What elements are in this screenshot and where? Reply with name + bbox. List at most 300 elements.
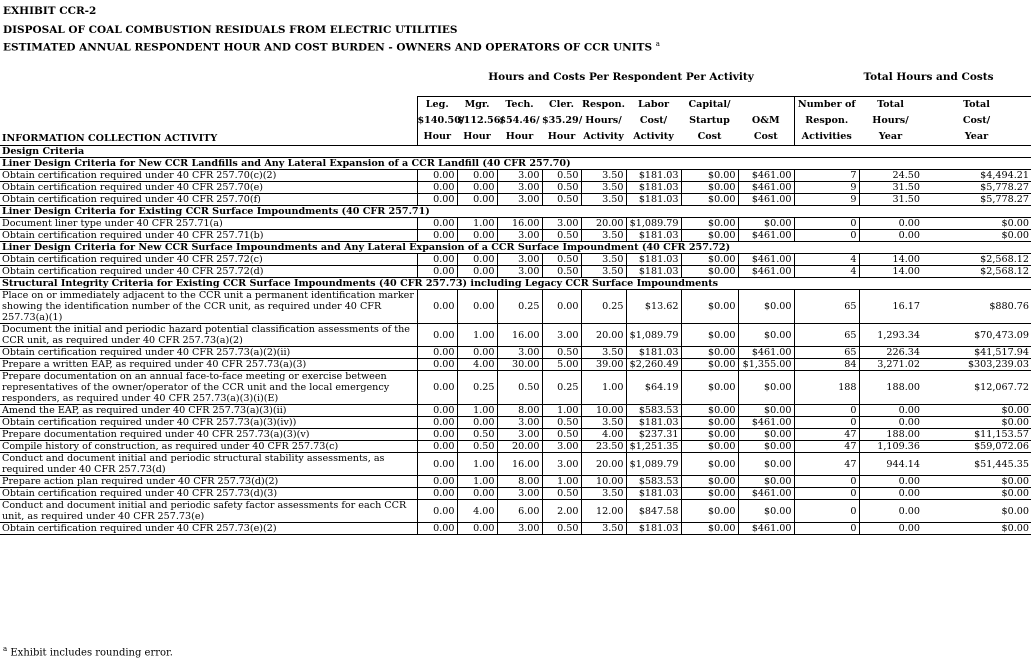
activity-label: Document liner type under 40 CFR 257.71(a) — [0, 218, 417, 230]
value-cell: 4.00 — [457, 500, 497, 523]
group-header-per-respondent: Hours and Costs Per Respondent Per Activity — [488, 71, 754, 83]
activity-label: Obtain certification required under 40 CFR 257.70(c)(2) — [0, 170, 417, 182]
value-cell: 0.50 — [542, 194, 581, 206]
value-cell: $0.00 — [681, 441, 738, 453]
value-cell: 0.00 — [457, 488, 497, 500]
activity-label: Conduct and document initial and periodic structural stability assessments, as required under 40 CFR 257.73(d) — [0, 453, 417, 476]
group-header-totals: Total Hours and Costs — [863, 71, 994, 83]
value-cell: $583.53 — [626, 405, 681, 417]
value-cell: 2.00 — [542, 500, 581, 523]
table-row — [0, 417, 1031, 429]
value-cell: 0.00 — [457, 170, 497, 182]
value-cell: 0.00 — [417, 405, 457, 417]
value-cell: 31.50 — [859, 182, 922, 194]
table-row — [0, 429, 1031, 441]
value-cell: 0.50 — [542, 523, 581, 535]
table-row — [0, 194, 1031, 206]
table-row — [0, 371, 1031, 405]
col-header: Total — [922, 97, 1031, 114]
value-cell: 0.50 — [457, 441, 497, 453]
value-cell: 0.00 — [457, 523, 497, 535]
activity-label: Conduct and document initial and periodic safety factor assessments for each CCR unit, as required under 40 CFR 257.73(e) — [0, 500, 417, 523]
value-cell: 1.00 — [542, 476, 581, 488]
value-cell: 188.00 — [859, 371, 922, 405]
value-cell: $70,473.09 — [922, 324, 1031, 347]
activity-label: Obtain certification required under 40 CFR 257.71(b) — [0, 230, 417, 242]
value-cell: 3.00 — [497, 230, 542, 242]
value-cell: 4.00 — [581, 429, 626, 441]
value-cell: $583.53 — [626, 476, 681, 488]
value-cell: 47 — [794, 429, 859, 441]
table-row — [0, 218, 1031, 230]
value-cell: 3,271.02 — [859, 359, 922, 371]
value-cell: $0.00 — [681, 488, 738, 500]
value-cell: $181.03 — [626, 254, 681, 266]
value-cell: 20.00 — [581, 453, 626, 476]
value-cell: 0.00 — [417, 371, 457, 405]
value-cell: 65 — [794, 290, 859, 324]
value-cell: $0.00 — [922, 230, 1031, 242]
value-cell: $461.00 — [738, 182, 794, 194]
table-row — [0, 266, 1031, 278]
section-title: Liner Design Criteria for New CCR Landfills and Any Lateral Expansion of a CCR Landfill (40 CFR 257.70) — [0, 158, 1031, 170]
value-cell: 3.50 — [581, 182, 626, 194]
value-cell: 1.00 — [457, 453, 497, 476]
table-row — [0, 170, 1031, 182]
value-cell: 0 — [794, 417, 859, 429]
col-header: Hour — [417, 129, 457, 146]
value-cell: 0.00 — [859, 500, 922, 523]
value-cell: 1.00 — [581, 371, 626, 405]
table-row — [0, 441, 1031, 453]
value-cell: $461.00 — [738, 230, 794, 242]
value-cell: 3.00 — [497, 417, 542, 429]
value-cell: 3.50 — [581, 347, 626, 359]
col-header: Cler. — [542, 97, 581, 114]
activity-label: Prepare a written EAP, as required under 40 CFR 257.73(a)(3) — [0, 359, 417, 371]
section-title: Design Criteria — [0, 146, 1031, 158]
value-cell: $0.00 — [681, 347, 738, 359]
value-cell: 0.00 — [859, 476, 922, 488]
value-cell: 84 — [794, 359, 859, 371]
value-cell: $0.00 — [681, 371, 738, 405]
value-cell: 16.17 — [859, 290, 922, 324]
value-cell: 47 — [794, 441, 859, 453]
burden-table — [0, 96, 1031, 535]
value-cell: 0.50 — [542, 417, 581, 429]
value-cell: 3.50 — [581, 417, 626, 429]
value-cell: $0.00 — [681, 453, 738, 476]
value-cell: 0.00 — [859, 523, 922, 535]
table-row — [0, 290, 1031, 324]
value-cell: $461.00 — [738, 266, 794, 278]
value-cell: 3.50 — [581, 254, 626, 266]
value-cell: $0.00 — [922, 500, 1031, 523]
value-cell: 0.00 — [457, 417, 497, 429]
value-cell: $13.62 — [626, 290, 681, 324]
value-cell: 31.50 — [859, 194, 922, 206]
value-cell: $303,239.03 — [922, 359, 1031, 371]
value-cell: 0.00 — [457, 347, 497, 359]
value-cell: $0.00 — [738, 324, 794, 347]
table-body — [0, 146, 1031, 535]
value-cell: $5,778.27 — [922, 194, 1031, 206]
value-cell: 20.00 — [497, 441, 542, 453]
value-cell: 24.50 — [859, 170, 922, 182]
exhibit-title: DISPOSAL OF COAL COMBUSTION RESIDUALS FROM ELECTRIC UTILITIES — [3, 24, 458, 36]
value-cell: 0.00 — [457, 230, 497, 242]
value-cell: $1,251.35 — [626, 441, 681, 453]
col-header: Tech. — [497, 97, 542, 114]
value-cell: 0.00 — [417, 476, 457, 488]
table-row — [0, 182, 1031, 194]
value-cell: 5.00 — [542, 359, 581, 371]
value-cell: $2,568.12 — [922, 266, 1031, 278]
col-header: Activities — [794, 129, 859, 146]
value-cell: $0.00 — [738, 405, 794, 417]
value-cell: 0.00 — [859, 488, 922, 500]
value-cell: $51,445.35 — [922, 453, 1031, 476]
value-cell: 3.00 — [497, 254, 542, 266]
value-cell: $0.00 — [681, 500, 738, 523]
section-row — [0, 158, 1031, 170]
value-cell: 16.00 — [497, 218, 542, 230]
value-cell: 1.00 — [457, 218, 497, 230]
value-cell: 3.50 — [581, 230, 626, 242]
activity-label: Obtain certification required under 40 CFR 257.70(e) — [0, 182, 417, 194]
value-cell: $0.00 — [681, 476, 738, 488]
table-row — [0, 500, 1031, 523]
col-header: Mgr. — [457, 97, 497, 114]
value-cell: 0.00 — [417, 170, 457, 182]
value-cell: 3.00 — [497, 488, 542, 500]
value-cell: 3.00 — [497, 182, 542, 194]
value-cell: 0.00 — [417, 359, 457, 371]
value-cell: $0.00 — [738, 453, 794, 476]
activity-label: Document the initial and periodic hazard potential classification assessments of the CCR unit, as required under 40 CFR 257.73(a)(2) — [0, 324, 417, 347]
value-cell: $0.00 — [681, 324, 738, 347]
section-title: Liner Design Criteria for Existing CCR Surface Impoundments (40 CFR 257.71) — [0, 206, 1031, 218]
value-cell: 0.00 — [457, 290, 497, 324]
col-header: Number of — [794, 97, 859, 114]
value-cell: 0.00 — [542, 290, 581, 324]
value-cell: 14.00 — [859, 254, 922, 266]
col-header: Respon. — [805, 115, 849, 126]
value-cell: 0.00 — [859, 218, 922, 230]
activity-label: Prepare documentation required under 40 CFR 257.73(a)(3)(v) — [0, 429, 417, 441]
section-row — [0, 278, 1031, 290]
value-cell: $181.03 — [626, 417, 681, 429]
value-cell: $0.00 — [738, 371, 794, 405]
value-cell: 0.00 — [417, 290, 457, 324]
exhibit-label: EXHIBIT CCR-2 — [3, 5, 97, 17]
value-cell: 23.50 — [581, 441, 626, 453]
value-cell: 65 — [794, 347, 859, 359]
value-cell: $181.03 — [626, 266, 681, 278]
value-cell: 226.34 — [859, 347, 922, 359]
value-cell: $0.00 — [738, 476, 794, 488]
value-cell: 9 — [794, 182, 859, 194]
value-cell: $59,072.06 — [922, 441, 1031, 453]
col-header: Cost/ — [639, 115, 668, 126]
col-header: Hour — [497, 129, 542, 146]
value-cell: $880.76 — [922, 290, 1031, 324]
col-header: Respon. — [581, 97, 626, 114]
value-cell: 0 — [794, 500, 859, 523]
table-row — [0, 405, 1031, 417]
footnote-mark: a — [655, 40, 660, 48]
col-header: Cost — [738, 129, 794, 146]
value-cell: 6.00 — [497, 500, 542, 523]
value-cell: 10.00 — [581, 405, 626, 417]
value-cell: 0.50 — [542, 254, 581, 266]
value-cell: 3.00 — [542, 453, 581, 476]
col-header: $54.46/ — [499, 115, 540, 126]
activity-label: Obtain certification required under 40 CFR 257.73(d)(3) — [0, 488, 417, 500]
value-cell: 0.00 — [417, 429, 457, 441]
value-cell: $11,153.57 — [922, 429, 1031, 441]
value-cell: 188.00 — [859, 429, 922, 441]
value-cell: $0.00 — [922, 476, 1031, 488]
value-cell: $1,355.00 — [738, 359, 794, 371]
value-cell: $0.00 — [922, 218, 1031, 230]
value-cell: 4 — [794, 266, 859, 278]
col-header: Leg. — [417, 97, 457, 114]
value-cell: $181.03 — [626, 230, 681, 242]
value-cell: $4,494.21 — [922, 170, 1031, 182]
value-cell: $461.00 — [738, 417, 794, 429]
value-cell: $0.00 — [738, 441, 794, 453]
value-cell: 0.00 — [417, 230, 457, 242]
value-cell: $1,089.79 — [626, 453, 681, 476]
value-cell: 1,293.34 — [859, 324, 922, 347]
value-cell: 0.00 — [417, 417, 457, 429]
value-cell: 0.00 — [417, 182, 457, 194]
activity-label: Obtain certification required under 40 CFR 257.72(d) — [0, 266, 417, 278]
value-cell: 3.50 — [581, 523, 626, 535]
value-cell: 4.00 — [457, 359, 497, 371]
table-row — [0, 230, 1031, 242]
value-cell: 3.50 — [581, 266, 626, 278]
value-cell: $237.31 — [626, 429, 681, 441]
col-header: Startup — [689, 115, 730, 126]
value-cell: 10.00 — [581, 476, 626, 488]
table-row — [0, 476, 1031, 488]
value-cell: 0.00 — [417, 441, 457, 453]
value-cell: 0.25 — [457, 371, 497, 405]
value-cell: 188 — [794, 371, 859, 405]
value-cell: $181.03 — [626, 488, 681, 500]
value-cell: $0.00 — [738, 500, 794, 523]
section-title: Structural Integrity Criteria for Existing CCR Surface Impoundments (40 CFR 257.73) including Legacy CCR Surface Impoundments — [0, 278, 1031, 290]
value-cell: 0.50 — [457, 429, 497, 441]
activity-column-header: INFORMATION COLLECTION ACTIVITY — [0, 97, 417, 146]
col-header: Activity — [581, 129, 626, 146]
value-cell: 0.00 — [417, 218, 457, 230]
value-cell: $0.00 — [922, 488, 1031, 500]
value-cell: $0.00 — [922, 523, 1031, 535]
col-header: Capital/ — [681, 97, 738, 114]
col-header: O&M — [738, 113, 794, 129]
value-cell: $12,067.72 — [922, 371, 1031, 405]
value-cell: 0.50 — [542, 182, 581, 194]
value-cell: 0.00 — [417, 194, 457, 206]
value-cell: 0.00 — [417, 500, 457, 523]
value-cell: $0.00 — [681, 218, 738, 230]
value-cell: $2,568.12 — [922, 254, 1031, 266]
value-cell: 8.00 — [497, 476, 542, 488]
value-cell: $0.00 — [681, 182, 738, 194]
value-cell: 0.00 — [417, 254, 457, 266]
value-cell: 0.00 — [417, 523, 457, 535]
activity-label: Compile history of construction, as required under 40 CFR 257.73(c) — [0, 441, 417, 453]
table-row — [0, 324, 1031, 347]
section-row — [0, 206, 1031, 218]
value-cell: $181.03 — [626, 170, 681, 182]
value-cell: $2,260.49 — [626, 359, 681, 371]
activity-label: Obtain certification required under 40 CFR 257.73(a)(3)(iv)) — [0, 417, 417, 429]
value-cell: 3.00 — [542, 324, 581, 347]
value-cell: 3.00 — [497, 429, 542, 441]
value-cell: $461.00 — [738, 170, 794, 182]
value-cell: 0.00 — [457, 266, 497, 278]
col-header: $140.50/ — [417, 113, 457, 129]
value-cell: $461.00 — [738, 347, 794, 359]
value-cell: $1,089.79 — [626, 218, 681, 230]
value-cell: $5,778.27 — [922, 182, 1031, 194]
value-cell: 0.00 — [457, 254, 497, 266]
value-cell: 14.00 — [859, 266, 922, 278]
value-cell: 0 — [794, 405, 859, 417]
value-cell: $0.00 — [681, 254, 738, 266]
value-cell: 0.50 — [497, 371, 542, 405]
col-header: Year — [859, 129, 922, 146]
value-cell: $0.00 — [681, 417, 738, 429]
value-cell: $181.03 — [626, 194, 681, 206]
value-cell: 0.50 — [542, 488, 581, 500]
value-cell: $0.00 — [681, 523, 738, 535]
value-cell: 3.50 — [581, 488, 626, 500]
value-cell: 0 — [794, 488, 859, 500]
value-cell: $41,517.94 — [922, 347, 1031, 359]
value-cell: 3.00 — [542, 441, 581, 453]
value-cell: $64.19 — [626, 371, 681, 405]
value-cell: 0.00 — [859, 230, 922, 242]
value-cell: $0.00 — [922, 405, 1031, 417]
col-header: $35.29/ — [542, 115, 583, 126]
value-cell: 3.00 — [542, 218, 581, 230]
value-cell: $181.03 — [626, 523, 681, 535]
activity-label: Obtain certification required under 40 CFR 257.70(f) — [0, 194, 417, 206]
value-cell: 3.50 — [581, 194, 626, 206]
table-row — [0, 359, 1031, 371]
col-header: Activity — [626, 129, 681, 146]
value-cell: $0.00 — [738, 290, 794, 324]
value-cell: $0.00 — [738, 218, 794, 230]
value-cell: $461.00 — [738, 488, 794, 500]
value-cell: 65 — [794, 324, 859, 347]
value-cell: 0 — [794, 523, 859, 535]
value-cell: 9 — [794, 194, 859, 206]
value-cell: 944.14 — [859, 453, 922, 476]
footnote — [3, 645, 173, 658]
value-cell: $0.00 — [681, 290, 738, 324]
value-cell: 0.00 — [417, 488, 457, 500]
value-cell: 0 — [794, 218, 859, 230]
section-row — [0, 242, 1031, 254]
value-cell: 1.00 — [457, 324, 497, 347]
table-row — [0, 254, 1031, 266]
value-cell: $0.00 — [681, 405, 738, 417]
activity-label: Obtain certification required under 40 CFR 257.73(a)(2)(ii) — [0, 347, 417, 359]
value-cell: $461.00 — [738, 523, 794, 535]
exhibit-subtitle — [3, 40, 660, 54]
col-header: Labor — [626, 97, 681, 114]
col-header: Hours/ — [585, 115, 622, 126]
value-cell: $0.00 — [922, 417, 1031, 429]
value-cell: 3.00 — [497, 170, 542, 182]
value-cell: $0.00 — [681, 359, 738, 371]
value-cell: 39.00 — [581, 359, 626, 371]
value-cell: 1.00 — [542, 405, 581, 417]
value-cell: 16.00 — [497, 453, 542, 476]
value-cell: 0.25 — [497, 290, 542, 324]
value-cell: 1,109.36 — [859, 441, 922, 453]
col-header — [738, 97, 794, 114]
value-cell: $0.00 — [681, 429, 738, 441]
value-cell: 30.00 — [497, 359, 542, 371]
col-header: Cost — [681, 129, 738, 146]
value-cell: 16.00 — [497, 324, 542, 347]
value-cell: 3.00 — [497, 266, 542, 278]
value-cell: 8.00 — [497, 405, 542, 417]
footnote-mark: a — [3, 645, 8, 653]
value-cell: $1,089.79 — [626, 324, 681, 347]
value-cell: 0.00 — [457, 194, 497, 206]
value-cell: 0.50 — [542, 170, 581, 182]
value-cell: $0.00 — [681, 266, 738, 278]
value-cell: 0.50 — [542, 230, 581, 242]
table-row — [0, 347, 1031, 359]
value-cell: 0 — [794, 230, 859, 242]
col-header: Total — [859, 97, 922, 114]
value-cell: 0.50 — [542, 429, 581, 441]
activity-label: Prepare action plan required under 40 CFR 257.73(d)(2) — [0, 476, 417, 488]
col-header: $112.56/ — [457, 115, 504, 126]
value-cell: $181.03 — [626, 182, 681, 194]
value-cell: $0.00 — [681, 230, 738, 242]
value-cell: $181.03 — [626, 347, 681, 359]
value-cell: 0.50 — [542, 266, 581, 278]
activity-label: Obtain certification required under 40 CFR 257.73(e)(2) — [0, 523, 417, 535]
value-cell: $0.00 — [738, 429, 794, 441]
col-header: Cost/ — [962, 115, 991, 126]
activity-label: Place on or immediately adjacent to the CCR unit a permanent identification marker showing the identification number of the CCR unit, as required under 40 CFR 257.73(a)(1) — [0, 290, 417, 324]
value-cell: 20.00 — [581, 218, 626, 230]
value-cell: 1.00 — [457, 405, 497, 417]
value-cell: $461.00 — [738, 254, 794, 266]
activity-label: Prepare documentation on an annual face-to-face meeting or exercise between representatives of the owner/operator of the CCR unit and the local emergency responders, as required under 40 CFR 257.73(a)(3)(i)(E) — [0, 371, 417, 405]
value-cell: 0.00 — [417, 347, 457, 359]
value-cell: $461.00 — [738, 194, 794, 206]
value-cell: 47 — [794, 453, 859, 476]
value-cell: 12.00 — [581, 500, 626, 523]
value-cell: 0.00 — [417, 324, 457, 347]
section-title: Liner Design Criteria for New CCR Surface Impoundments and Any Lateral Expansion of a CCR Surface Impoundment (40 CFR 257.72) — [0, 242, 1031, 254]
value-cell: $0.00 — [681, 170, 738, 182]
value-cell: 0.25 — [581, 290, 626, 324]
value-cell: 0.00 — [417, 266, 457, 278]
